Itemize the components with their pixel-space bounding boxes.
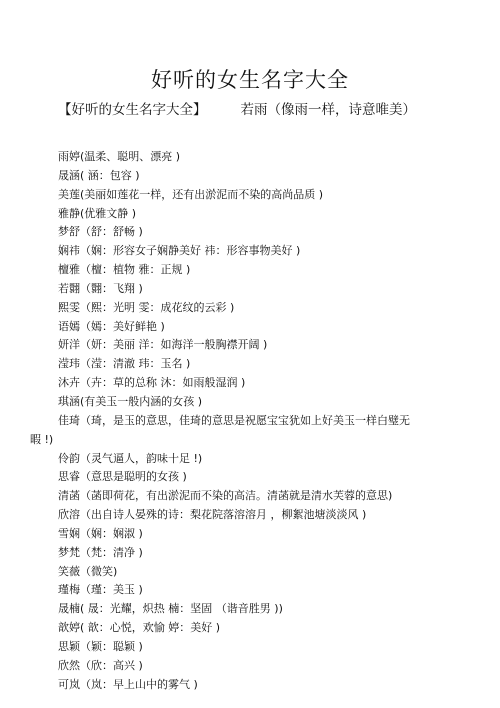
list-item: 欣然（欣：高兴 ) (58, 658, 143, 672)
list-item: 思颖（颖：聪颖 ) (58, 639, 143, 653)
list-item: 语嫣（嫣：美好鲜艳 ) (58, 319, 165, 333)
list-item: 晟涵( 涵：包容 ) (58, 168, 140, 182)
list-item: 妍洋（妍：美丽 洋：如海洋一般胸襟开阔 ) (58, 338, 268, 352)
list-item: 娴祎（娴：形容女子娴静美好 祎：形容事物美好 ) (58, 244, 301, 258)
list-item: 欣溶（出自诗人晏殊的诗：梨花院落溶溶月 ，柳絮池塘淡淡风 ) (58, 508, 367, 522)
list-item: 思睿（意思是聪明的女孩 ) (58, 470, 187, 484)
page-title: 好听的女生名字大全 (151, 68, 349, 92)
list-item: 梦梵（梵：清净 ) (58, 545, 143, 559)
list-item: 梦舒（舒：舒畅 ) (58, 225, 143, 239)
list-item: 清菡（菡即荷花，有出淤泥而不染的高洁。清菡就是清水芙蓉的意思) (58, 489, 393, 503)
list-item: 雪娴（娴：娴淑 ) (58, 526, 143, 540)
list-item: 若翾（翾：飞翔 ) (58, 281, 143, 295)
list-item: 可岚（岚：早上山中的雾气 ) (58, 677, 198, 691)
list-item: 笑薇（微笑) (58, 564, 118, 578)
list-item: 美莲(美丽如莲花一样，还有出淤泥而不染的高尚品质 ) (58, 187, 324, 201)
list-item: 晟楠( 晟：光耀，炽热 楠：坚固 （谐音胜男 )) (58, 602, 283, 616)
list-item: 佳琦（琦，是玉的意思，佳琦的意思是祝愿宝宝犹如上好美玉一样白璧无暇 !) (30, 413, 410, 446)
list-item: 雅静(优雅文静 ) (58, 206, 137, 220)
list-item: 瑾梅（瑾：美玉 ) (58, 583, 143, 597)
name-list (30, 148, 412, 694)
intro-paragraph (58, 101, 430, 120)
list-item: 伶韵（灵气逼人，韵味十足 !) (58, 451, 203, 465)
list-item: 沐卉（卉：草的总称 沐：如雨般湿润 ) (58, 376, 246, 390)
list-item: 熙雯（熙：光明 雯：成花纹的云彩 ) (58, 300, 235, 314)
list-item: 歆婷( 歆：心悦，欢愉 婷：美好 ) (58, 621, 221, 635)
list-item: 雨婷(温柔、聪明、漂亮 ) (58, 150, 181, 163)
list-item: 滢玮（滢：清澈 玮：玉名 ) (58, 357, 191, 371)
section-heading: 【好听的女生名字大全】 (58, 102, 207, 118)
list-item: 琪涵(有美玉一般内涵的女孩 ) (58, 394, 203, 408)
list-item: 檀雅（檀：植物 雅：正规 ) (58, 263, 191, 277)
intro-text: 若雨（像雨一样，诗意唯美） (240, 102, 416, 118)
